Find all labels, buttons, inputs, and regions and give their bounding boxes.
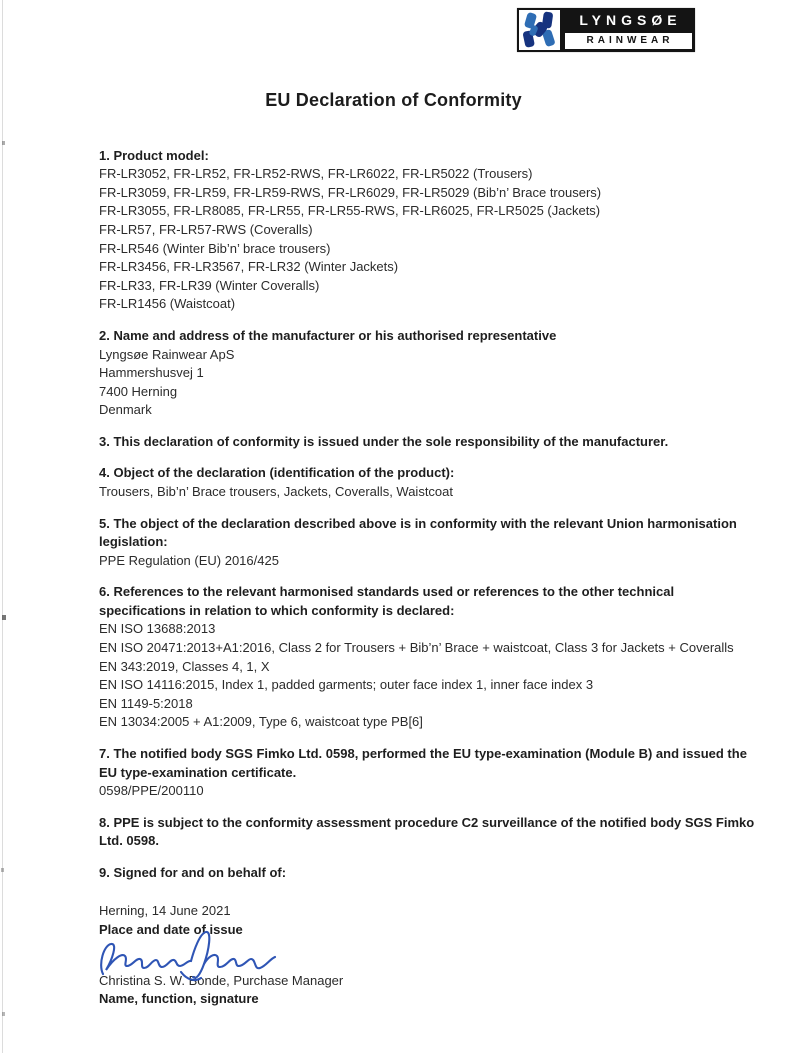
logo-row <box>0 0 787 52</box>
signature-block <box>99 902 761 1008</box>
section-heading: 1. Product model: <box>99 147 209 163</box>
section-heading: 3. This declaration of conformity is issued under the sole responsibility of the manufacturer. <box>99 433 669 449</box>
manufacturer-line: Hammershusvej 1 <box>99 365 204 381</box>
name-function-label: Name, function, signature <box>99 991 259 1007</box>
standard-line: EN 13034:2005 + A1:2009, Type 6, waistcoat type PB[6] <box>99 714 423 730</box>
section-heading: 4. Object of the declaration (identification of the product): <box>99 465 455 481</box>
section-standards <box>99 583 761 732</box>
lyngsoe-rainwear-logo <box>517 8 695 52</box>
logo-wordmark <box>562 8 695 52</box>
section-heading: 5. The object of the declaration described above is in conformity with the relevant Union harmonisation legislation: <box>99 515 737 550</box>
scan-edge-artifact <box>2 0 3 1053</box>
standard-line: EN ISO 20471:2013+A1:2016, Class 2 for Trousers + Bib’n’ Brace + waistcoat, Class 3 for Jackets + Coveralls <box>99 640 734 656</box>
place-and-date: Herning, 14 June 2021 <box>99 903 231 919</box>
section-heading: 6. References to the relevant harmonised standards used or references to the other technical specifications in relation to which conformity is declared: <box>99 584 675 618</box>
scan-speck <box>2 615 6 620</box>
object-line: Trousers, Bib’n’ Brace trousers, Jackets, Coveralls, Waistcoat <box>99 483 454 499</box>
logo-brand-name: LYNGSØE <box>579 12 682 29</box>
section-legislation <box>99 515 761 571</box>
declaration-body <box>99 147 761 1009</box>
section-surveillance <box>99 814 761 851</box>
standard-line: EN ISO 13688:2013 <box>99 621 216 637</box>
section-heading: 7. The notified body SGS Fimko Ltd. 0598, performed the EU type-examination (Module B) and issued the EU type-examination certificate. <box>99 745 747 780</box>
section-heading: 8. PPE is subject to the conformity assessment procedure C2 surveillance of the notified body SGS Fimko Ltd. 0598. <box>99 814 755 849</box>
product-model-line: FR-LR1456 (Waistcoat) <box>99 296 236 312</box>
scan-speck <box>1 868 4 872</box>
product-model-line: FR-LR546 (Winter Bib’n’ brace trousers) <box>99 240 331 256</box>
standard-line: EN 1149-5:2018 <box>99 695 193 711</box>
logo-brand-sub-box <box>565 33 692 49</box>
section-notified-body <box>99 745 761 801</box>
place-date-label: Place and date of issue <box>99 921 243 937</box>
manufacturer-line: 7400 Herning <box>99 383 178 399</box>
legislation-line: PPE Regulation (EU) 2016/425 <box>99 552 279 568</box>
product-model-line: FR-LR57, FR-LR57-RWS (Coveralls) <box>99 222 313 238</box>
section-signed <box>99 864 761 883</box>
product-model-line: FR-LR3059, FR-LR59, FR-LR59-RWS, FR-LR6029, FR-LR5029 (Bib’n’ Brace trousers) <box>99 184 602 200</box>
product-model-line: FR-LR3055, FR-LR8085, FR-LR55, FR-LR55-RWS, FR-LR6025, FR-LR5025 (Jackets) <box>99 203 601 219</box>
manufacturer-line: Lyngsøe Rainwear ApS <box>99 346 235 362</box>
product-model-line: FR-LR3456, FR-LR3567, FR-LR32 (Winter Jackets) <box>99 259 399 275</box>
standard-line: EN 343:2019, Classes 4, 1, X <box>99 658 270 674</box>
manufacturer-line: Denmark <box>99 402 152 418</box>
scan-speck <box>2 141 5 145</box>
section-object <box>99 464 761 501</box>
lyngsoe-logo-mark-icon <box>517 8 562 52</box>
section-heading: 9. Signed for and on behalf of: <box>99 864 287 880</box>
section-heading: 2. Name and address of the manufacturer or his authorised representative <box>99 327 557 343</box>
page-title: EU Declaration of Conformity <box>265 90 522 110</box>
section-manufacturer <box>99 327 761 420</box>
logo-brand-sub: RAINWEAR <box>586 34 674 46</box>
standard-line: EN ISO 14116:2015, Index 1, padded garments; outer face index 1, inner face index 3 <box>99 677 594 693</box>
scan-speck <box>2 1012 5 1016</box>
product-model-line: FR-LR3052, FR-LR52, FR-LR52-RWS, FR-LR6022, FR-LR5022 (Trousers) <box>99 166 533 182</box>
section-product-model <box>99 147 761 314</box>
handwritten-signature <box>95 928 295 986</box>
certificate-number: 0598/PPE/200110 <box>99 783 204 799</box>
signatory-name-function: Christina S. W. Bonde, Purchase Manager <box>99 972 344 988</box>
section-responsibility <box>99 433 761 452</box>
product-model-line: FR-LR33, FR-LR39 (Winter Coveralls) <box>99 277 320 293</box>
